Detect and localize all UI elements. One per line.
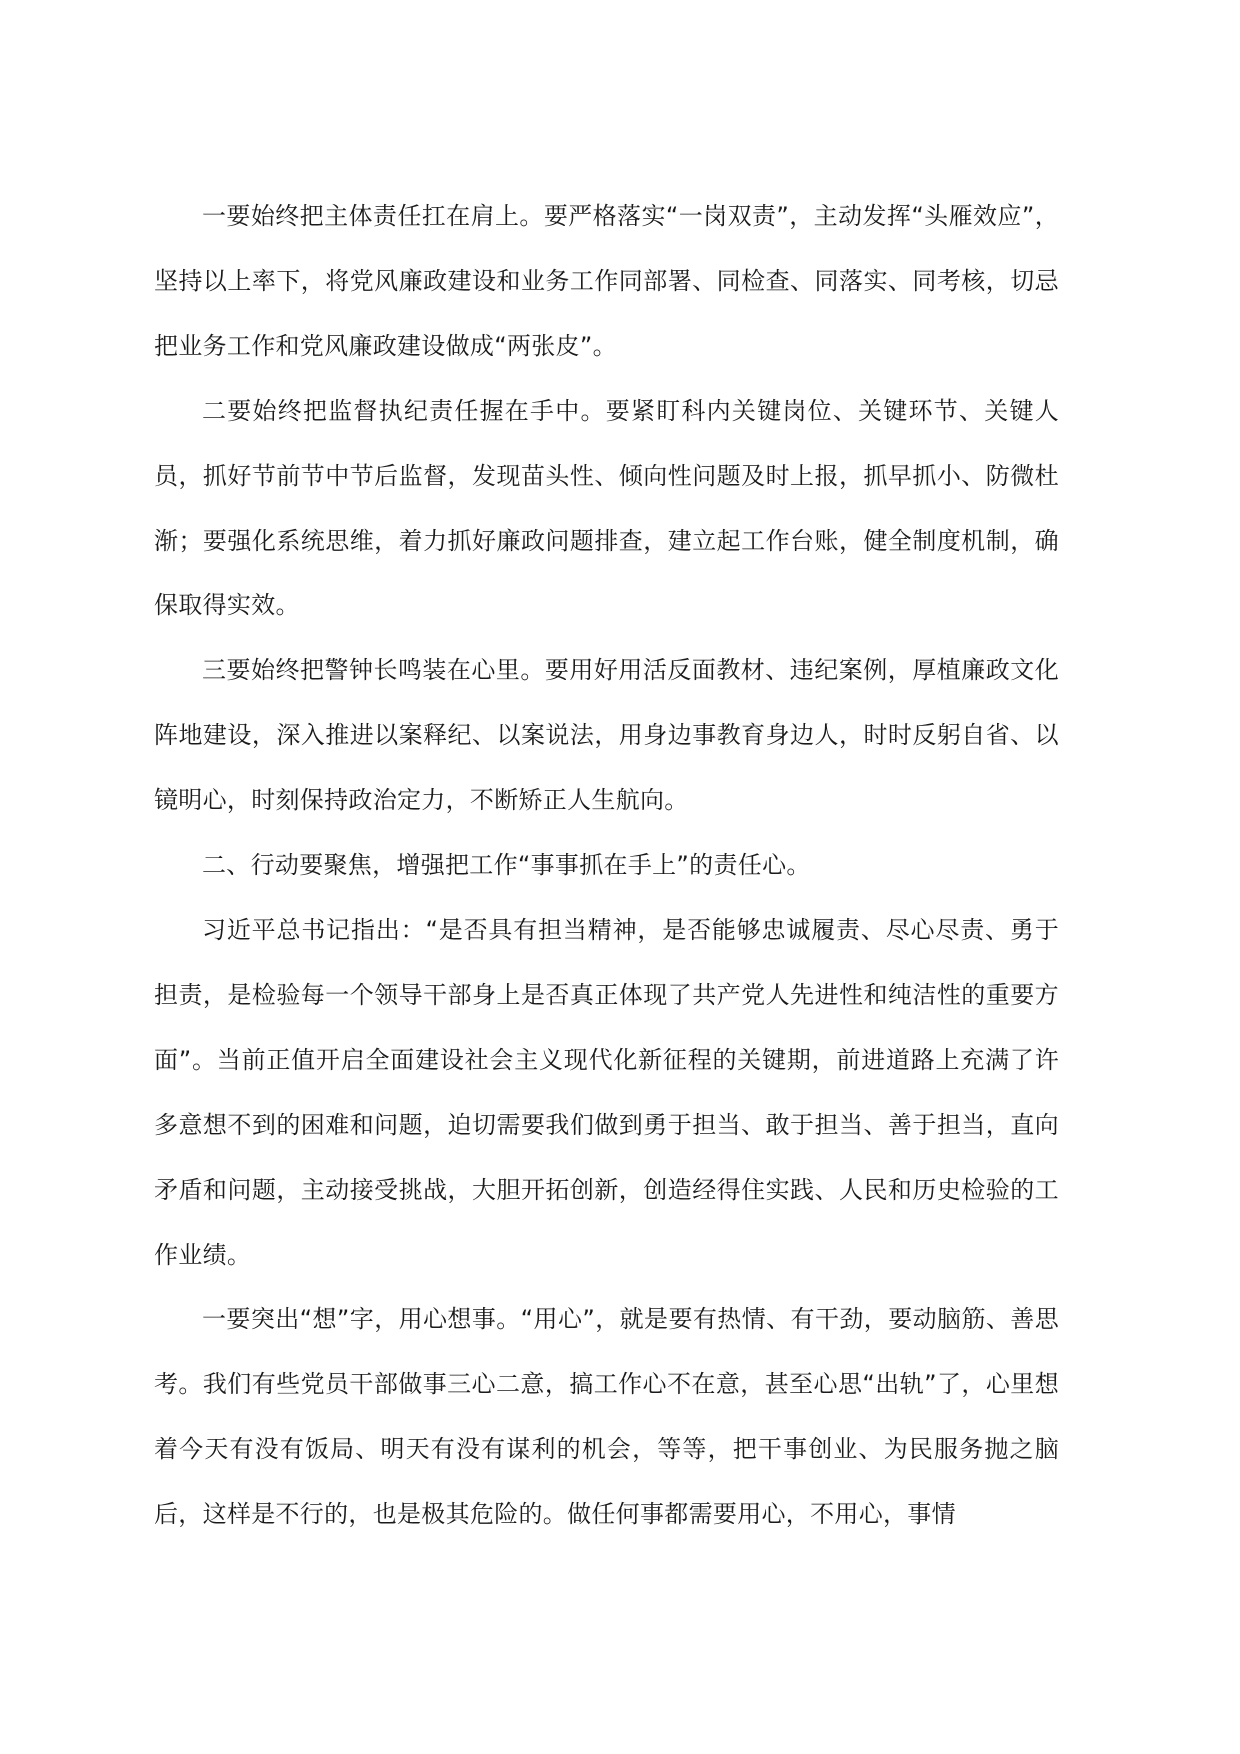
- document-body: [154, 184, 1059, 1547]
- paragraph-supervision-discipline: 二要始终把监督执纪责任握在手中。要紧盯科内关键岗位、关键环节、关键人员，抓好节前节中节后监督，发现苗头性、倾向性问题及时上报，抓早抓小、防微杜渐；要强化系统思维，着力抓好廉政问题排查，建立起工作台账，健全制度机制，确保取得实效。: [154, 396, 1059, 620]
- paragraph-think-with-heart: 一要突出“想”字，用心想事。“用心”，就是要有热情、有干劲，要动脑筋、善思考。我们有些党员干部做事三心二意，搞工作心不在意，甚至心思“出轨”了，心里想着今天有没有饭局、明天有没有谋利的机会，等等，把干事创业、为民服务抛之脑后，这样是不行的，也是极其危险的。做任何事都需要用心，不用心，事情: [154, 1305, 1059, 1529]
- paragraph-warning-bell: 三要始终把警钟长鸣装在心里。要用好用活反面教材、违纪案例，厚植廉政文化阵地建设，深入推进以案释纪、以案说法，用身边事教育身边人，时时反躬自省、以镜明心，时刻保持政治定力，不断矫正人生航向。: [154, 656, 1059, 815]
- paragraph-duty-on-shoulders: 一要始终把主体责任扛在肩上。要严格落实“一岗双责”，主动发挥“头雁效应”，坚持以上率下，将党风廉政建设和业务工作同部署、同检查、同落实、同考核，切忌把业务工作和党风廉政建设做成“两张皮”。: [154, 202, 1059, 360]
- paragraph-xi-quote-responsibility: 习近平总书记指出：“是否具有担当精神，是否能够忠诚履责、尽心尽责、勇于担责，是检验每一个领导干部身上是否真正体现了共产党人先进性和纯洁性的重要方面”。当前正值开启全面建设社会主义现代化新征程的关键期，前进道路上充满了许多意想不到的困难和问题，迫切需要我们做到勇于担当、敢于担当、善于担当，直向矛盾和问题，主动接受挑战，大胆开拓创新，创造经得住实践、人民和历史检验的工作业绩。: [154, 915, 1059, 1269]
- section-heading-action-focus: 二、行动要聚焦，增强把工作“事事抓在手上”的责任心。: [202, 851, 811, 880]
